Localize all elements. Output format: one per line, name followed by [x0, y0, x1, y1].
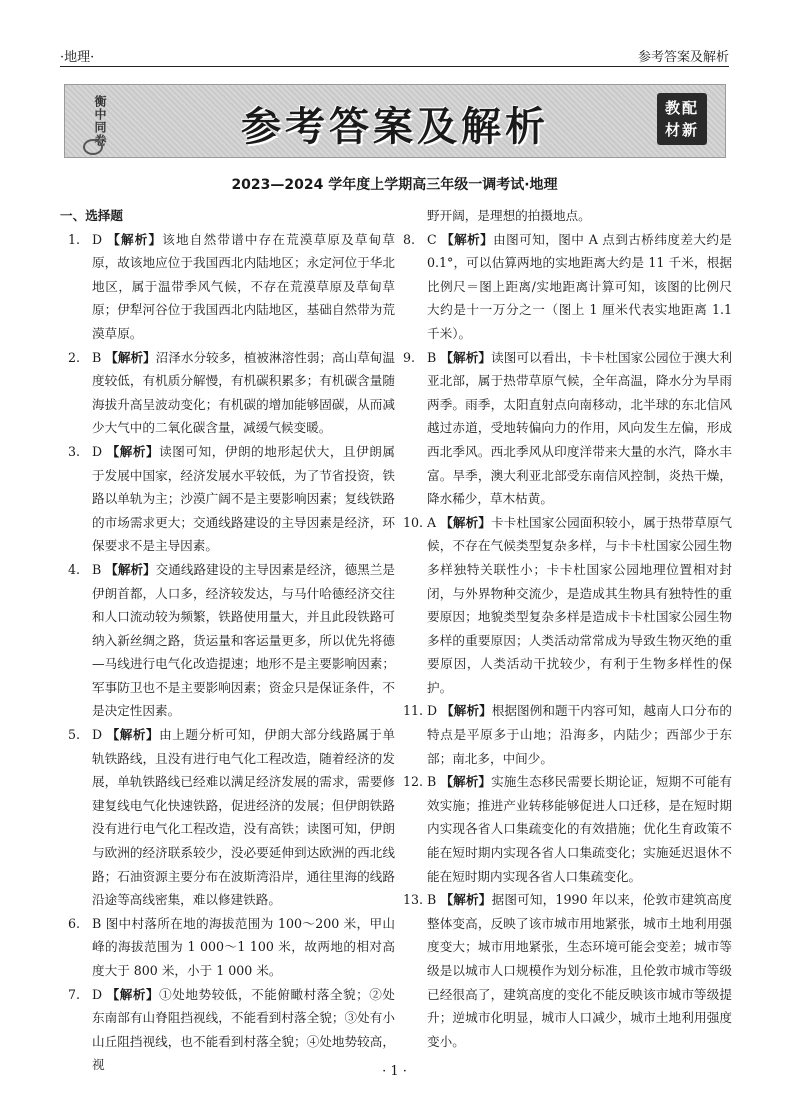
answer-explanation: [427, 770, 732, 888]
answer-letter: D: [92, 231, 108, 247]
seal-stamp: 衡中同卷: [93, 95, 107, 147]
answer-letter: B: [427, 774, 441, 790]
answer-explanation: [92, 558, 395, 723]
answer-explanation: [427, 699, 732, 770]
page-header: [60, 44, 729, 67]
answer-list-left: [60, 228, 395, 1077]
answer-item: [60, 912, 395, 983]
answer-letter: D: [92, 443, 107, 459]
subject-label: ·地理·: [60, 50, 95, 65]
answer-item: [60, 346, 395, 440]
analysis-tag: 【解析】: [440, 892, 492, 908]
question-number: 6.: [68, 915, 81, 931]
answer-letter: B: [92, 915, 106, 931]
answer-item: [395, 346, 732, 511]
analysis-tag: 【解析】: [106, 443, 160, 459]
answer-letter: B: [92, 561, 106, 577]
analysis-tag: 【解析】: [441, 703, 492, 719]
question-number: 11.: [403, 703, 424, 719]
explanation-text: 读图可知，伊朗的地形起伏大，且伊朗属于发展中国家，经济发展水平较低，为了节省投资，铁路以单轨为主；沙漠广阔不是主要影响因素；复线铁路的市场需求更大；交通线路建设的主导因素是经济，环保要求不是主导因素。: [92, 443, 395, 554]
banner-title: 参考答案及解析: [241, 104, 549, 150]
exam-title: 2023—2024 学年度上学期高三年级一调考试·地理: [231, 177, 558, 193]
section-heading: 一、选择题: [60, 208, 123, 223]
answer-explanation: [92, 346, 395, 440]
answer-letter: C: [427, 231, 442, 247]
answer-item: [60, 983, 395, 1077]
answer-item: [395, 699, 732, 770]
question-number: 9.: [403, 349, 416, 365]
explanation-text: 卡卡杜国家公园面积较小，属于热带草原气候，不存在气候类型复杂多样，与卡卡杜国家公园生物多样独特关联性小；卡卡杜国家公园地理位置相对封闭，与外界物种交流少，是造成其生物具有独特性的重要原因；地貌类型复杂多样是造成卡卡杜国家公园生物多样的重要原因；人类活动常常成为导致生物灭绝的重要原因，人类活动干扰较少，有利于生物多样性的保护。: [427, 514, 732, 695]
explanation-text: 据图可知，1990 年以来，伦敦市建筑高度整体变高，反映了该市城市用地紧张，城市土地利用强度变大；城市用地紧张，生态环境可能会变差；城市等级是以城市人口规模作为划分标准，且伦敦市城市等级已经很高了，建筑高度的变化不能反映该市城市等级提升；逆城市化明显，城市人口减少，城市土地利用强度变小。: [427, 892, 733, 1049]
answer-explanation: [427, 228, 732, 346]
question-number: 8.: [403, 231, 416, 247]
question-number: 1.: [68, 231, 81, 247]
explanation-text: 由图可知，图中 A 点到古桥纬度差大约是 0.1°，可以估算两地的实地距离大约是 11 千米，根据比例尺＝图上距离/实地距离计算可知，该图的比例尺大约是十一万分之一（图上 1 厘米代表实地距离 1.1 千米）。: [427, 231, 733, 341]
answer-explanation: [92, 723, 395, 912]
explanation-text: ①处地势较低，不能俯瞰村落全貌；②处东南部有山脊阻挡视线，不能看到村落全貌；③处有小山丘阻挡视线，也不能看到村落全貌；④处地势较高，视: [92, 986, 395, 1073]
question-number: 4.: [68, 561, 81, 577]
badge-line-2: 材新: [664, 121, 699, 139]
question-number: 5.: [68, 727, 81, 743]
analysis-tag: 【解析】: [105, 561, 156, 577]
analysis-tag: 【解析】: [441, 231, 494, 247]
explanation-text: 沼泽水分较多，植被淋溶性弱；高山草甸温度较低，有机质分解慢，有机碳积累多；有机碳含量随海拔升高呈波动变化；有机碳的增加能够固碳，从而减少大气中的二氧化碳含量，减缓气候变暖。: [92, 349, 395, 436]
answer-letter: D: [427, 703, 442, 719]
question-number: 10.: [403, 514, 424, 530]
explanation-text: 由上题分析可知，伊朗大部分线路属于单轨铁路线，且没有进行电气化工程改造，随着经济的发展，单轨铁路线已经难以满足经济发展的需求，需要修建复线电气化快速铁路，促进经济的发展；但伊朗铁路没有进行电气化工程改造，没有高铁；读图可知，伊朗与欧洲的经济联系较少，没必要延伸到达欧洲的西北线路；石油资源主要分布在波斯湾沿岸，通往里海的线路沿途等高线密集，难以修建铁路。: [92, 727, 395, 908]
answer-letter: B: [92, 349, 106, 365]
answer-explanation: [92, 983, 395, 1077]
question-number: 2.: [68, 349, 81, 365]
explanation-text: 图中村落所在地的海拔范围为 100～200 米，甲山峰的海拔范围为 1 000～1 100 米，故两地的相对高度大于 800 米，小于 1 000 米。: [92, 915, 395, 978]
answer-item: [395, 770, 732, 888]
answer-item: [395, 228, 732, 346]
answer-letter: D: [92, 727, 107, 743]
right-column: [395, 204, 732, 1053]
answer-letter: B: [427, 349, 441, 365]
explanation-text: 根据图例和题干内容可知，越南人口分布的特点是平原多于山地；沿海多，内陆少；西部少于东部；南北多，中间少。: [427, 703, 732, 766]
analysis-tag: 【解析】: [106, 727, 160, 743]
new-textbook-badge: [657, 93, 707, 145]
badge-line-1: 教配: [664, 99, 699, 117]
title-banner: [64, 84, 726, 158]
analysis-tag: 【解析】: [107, 231, 163, 247]
question-number: 12.: [403, 774, 424, 790]
answer-item: [60, 558, 395, 723]
answer-letter: D: [92, 986, 107, 1002]
answer-explanation: [92, 912, 395, 983]
page-number: · 1 ·: [382, 1064, 407, 1079]
question-number: 7.: [68, 986, 81, 1002]
answer-explanation: [427, 511, 732, 700]
analysis-tag: 【解析】: [440, 774, 492, 790]
answer-explanation: [92, 440, 395, 558]
answer-item: [60, 440, 395, 558]
analysis-tag: 【解析】: [106, 986, 160, 1002]
analysis-tag: 【解析】: [440, 514, 491, 530]
answer-list-right: [395, 228, 732, 1054]
answer-letter: A: [427, 514, 441, 530]
answer-explanation: [92, 228, 395, 346]
explanation-text: 该地自然带谱中存在荒漠草原及草甸草原，故该地应位于我国西北内陆地区；永定河位于华北地区，属于温带季风气候，不存在荒漠草原及草甸草原；伊犁河谷位于我国西北内陆地区，基础自然带为荒漠草原。: [92, 231, 395, 341]
analysis-tag: 【解析】: [105, 349, 156, 365]
left-column: [60, 204, 395, 1077]
answer-item: [395, 511, 732, 700]
explanation-text: 交通线路建设的主导因素是经济，德黑兰是伊朗首都，人口多，经济较发达，与马什哈德经济交往和人口流动较为频繁，铁路使用量大，并且此段铁路可纳入新丝绸之路，货运量和客运量更多，所以优先将德—马线进行电气化改造提速；地形不是主要影响因素；军事防卫也不是主要影响因素；资金只是保证条件，不是决定性因素。: [92, 561, 395, 719]
answer-explanation: [427, 346, 732, 511]
answer-item: [395, 888, 732, 1053]
question-number: 13.: [403, 892, 424, 908]
question-number: 3.: [68, 443, 81, 459]
analysis-tag: 【解析】: [440, 349, 492, 365]
explanation-text: 读图可以看出，卡卡杜国家公园位于澳大利亚北部，属于热带草原气候，全年高温，降水分为旱雨两季。雨季，太阳直射点向南移动，北半球的东北信风越过赤道，受地转偏向力的作用，风向发生左偏，形成西北季风。西北季风从印度洋带来大量的水汽，降水丰富。旱季，澳大利亚北部受东南信风控制，炎热干燥，降水稀少，草木枯黄。: [427, 349, 733, 507]
answer-explanation: [427, 888, 732, 1053]
continued-text: 野开阔，是理想的拍摄地点。: [427, 208, 591, 223]
answer-item: [60, 228, 395, 346]
header-title: 参考答案及解析: [637, 50, 729, 65]
explanation-text: 实施生态移民需要长期论证，短期不可能有效实施；推进产业转移能够促进人口迁移，是在短时期内实现各省人口集疏变化的有效措施；优化生育政策不能在短时期内实现各省人口集疏变化；实施延迟退休不能在短时期内实现各省人口集疏变化。: [427, 774, 733, 884]
answer-letter: B: [427, 892, 441, 908]
answer-item: [60, 723, 395, 912]
